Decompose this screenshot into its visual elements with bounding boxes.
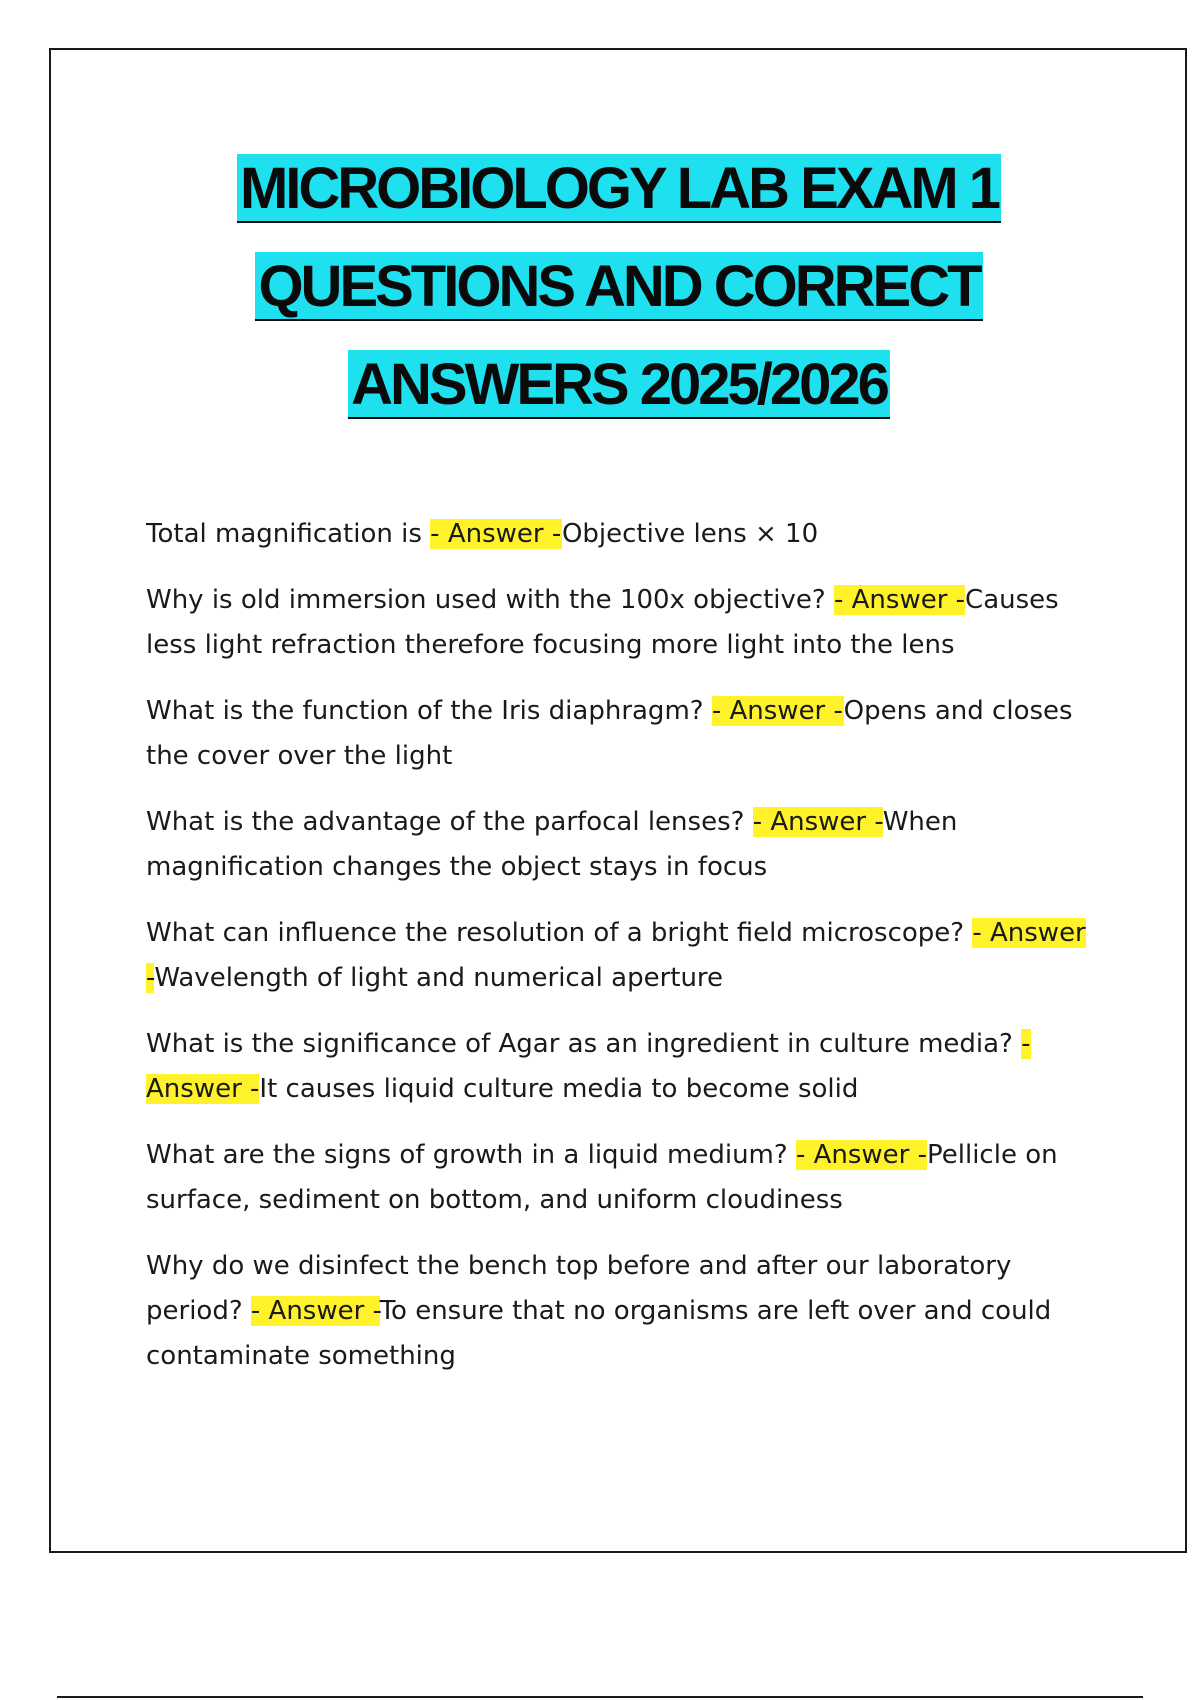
answer-text: Objective lens × 10 xyxy=(561,519,819,549)
question-text: Why is old immersion used with the 100x objective? xyxy=(146,585,834,615)
answer-marker: - Answer - xyxy=(795,1140,928,1170)
qa-item xyxy=(146,800,1096,890)
answer-marker: - Answer - xyxy=(833,585,966,615)
qa-item xyxy=(146,1022,1096,1112)
question-text: What is the advantage of the parfocal lenses? xyxy=(146,807,753,837)
answer-marker: - Answer - xyxy=(250,1296,380,1326)
qa-item xyxy=(146,1133,1096,1223)
answer-marker: - Answer - xyxy=(711,696,844,726)
qa-item xyxy=(146,689,1096,779)
question-text: What is the function of the Iris diaphragm? xyxy=(146,696,712,726)
question-text: Total magnification is xyxy=(146,519,431,549)
qa-item xyxy=(146,578,1096,668)
title-line xyxy=(0,140,1200,238)
answer-text: To ensure that no organisms are left over and could contaminate something xyxy=(146,1296,1052,1371)
question-text: What is the significance of Agar as an ingredient in culture media? xyxy=(146,1029,1022,1059)
title-line-text: ANSWERS 2025/2026 xyxy=(348,350,890,419)
answer-text: Pellicle on surface, sediment on bottom, and uniform cloudiness xyxy=(146,1140,1058,1215)
qa-item xyxy=(146,911,1096,1001)
qa-item xyxy=(146,512,1096,557)
title-line xyxy=(0,336,1200,434)
answer-marker: - Answer - xyxy=(146,918,1086,993)
question-text: What are the signs of growth in a liquid medium? xyxy=(146,1140,796,1170)
answer-marker: - Answer - xyxy=(752,807,883,837)
answer-marker: - Answer - xyxy=(430,519,562,549)
qa-list xyxy=(146,512,1096,1400)
answer-text: It causes liquid culture media to become solid xyxy=(259,1074,859,1104)
answer-text: Causes less light refraction therefore focusing more light into the lens xyxy=(146,585,1059,660)
question-text: Why do we disinfect the bench top before and after our laboratory period? xyxy=(146,1251,1012,1326)
title-line-text: QUESTIONS AND CORRECT xyxy=(255,252,982,321)
answer-marker: - Answer - xyxy=(146,1029,1031,1104)
qa-item xyxy=(146,1244,1096,1379)
question-text: What can influence the resolution of a bright field microscope? xyxy=(146,918,973,948)
document-title xyxy=(0,140,1200,434)
title-line xyxy=(0,238,1200,336)
answer-text: When magnification changes the object stays in focus xyxy=(146,807,958,882)
answer-text: Opens and closes the cover over the light xyxy=(146,696,1073,771)
answer-text: Wavelength of light and numerical aperture xyxy=(154,963,724,993)
title-line-text: MICROBIOLOGY LAB EXAM 1 xyxy=(237,154,1001,223)
footer-divider xyxy=(57,1696,1143,1698)
